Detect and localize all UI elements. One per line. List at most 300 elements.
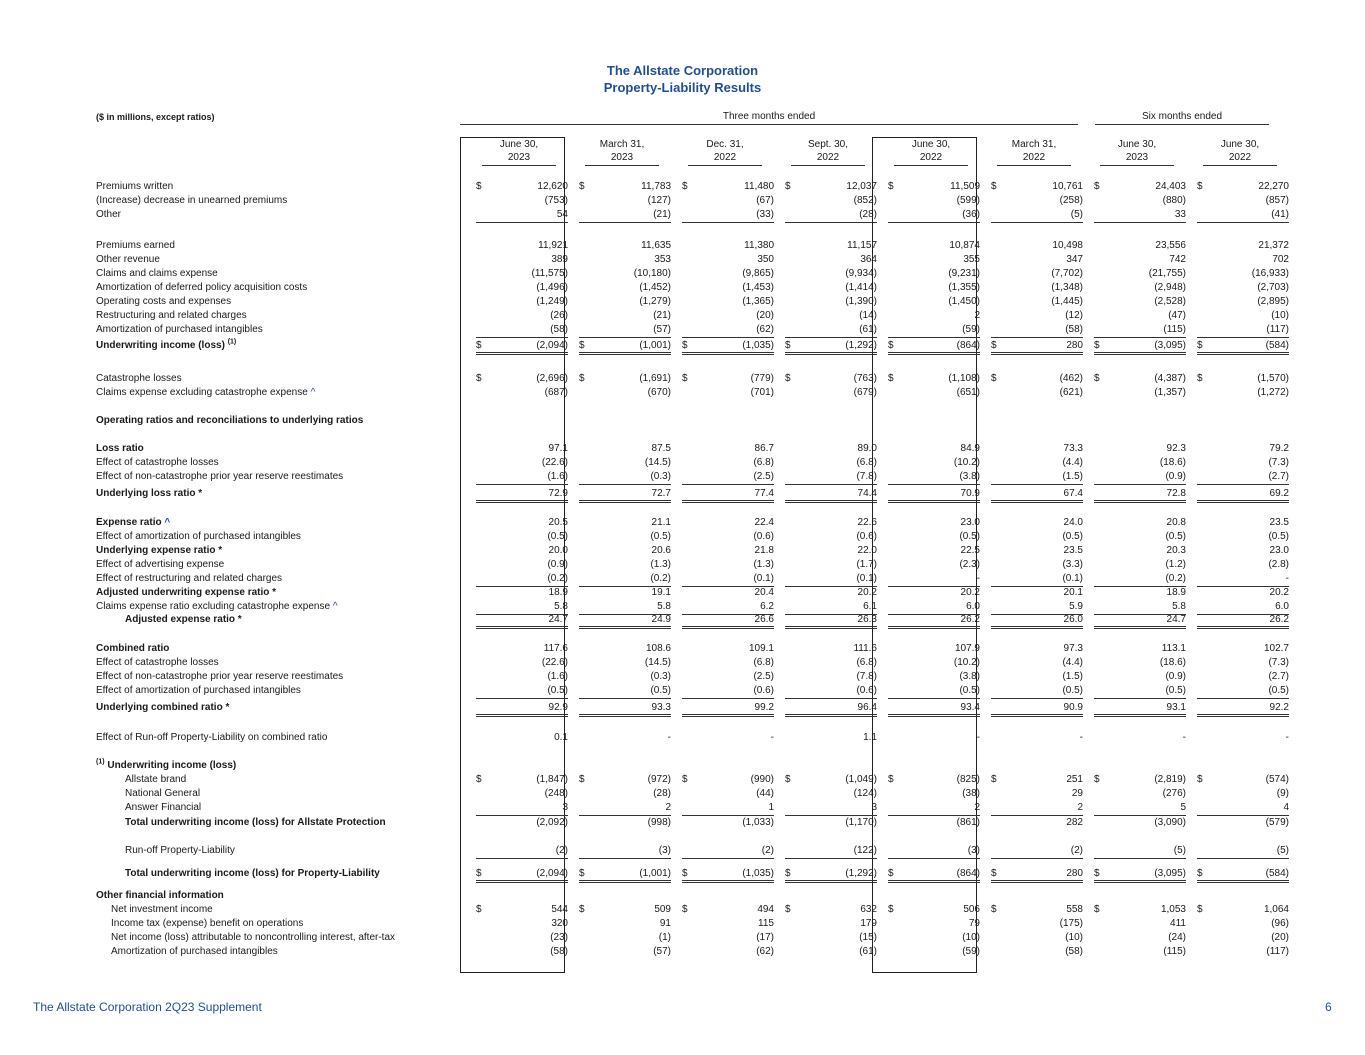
- table-row: [0, 517, 1365, 531]
- table-cell: [991, 340, 1083, 355]
- cell-value: 23.5: [1063, 545, 1083, 556]
- cell-value: (26): [550, 310, 568, 321]
- cell-value: (1.3): [753, 559, 774, 570]
- table-cell: [682, 181, 774, 194]
- cell-value: (0.9): [547, 559, 568, 570]
- table-cell: [888, 702, 980, 717]
- cell-value: (20): [1271, 932, 1289, 943]
- table-row: [0, 774, 1365, 788]
- cell-value: (62): [756, 324, 774, 335]
- cell-value: 10,874: [949, 240, 980, 251]
- cell-value: (574): [1265, 774, 1289, 785]
- table-cell: [476, 573, 568, 587]
- table-cell: [682, 904, 774, 917]
- cell-value: (117): [1266, 946, 1289, 957]
- cell-value: (124): [853, 788, 877, 799]
- table-cell: [785, 573, 877, 587]
- cell-value: (1,452): [639, 282, 671, 293]
- cell-value: 23.0: [1269, 545, 1289, 556]
- dollar-sign: $: [1094, 774, 1100, 785]
- cell-value: 10,761: [1052, 181, 1083, 192]
- table-cell: [888, 671, 980, 684]
- cell-value: 33: [1174, 209, 1186, 220]
- row-label-text: Adjusted underwriting expense ratio *: [96, 587, 277, 598]
- table-cell: [888, 774, 980, 787]
- cell-value: 107.9: [954, 643, 980, 654]
- row-label-text: Underlying expense ratio *: [96, 545, 223, 556]
- table-cell: [682, 817, 774, 830]
- table-cell: [476, 702, 568, 717]
- cell-value: (24): [1168, 932, 1186, 943]
- cell-value: (38): [962, 788, 980, 799]
- table-cell: [476, 932, 568, 945]
- table-cell: [1094, 732, 1186, 745]
- table-cell: [785, 904, 877, 917]
- cell-value: 93.3: [651, 702, 671, 713]
- table-cell: [579, 324, 671, 338]
- table-cell: [785, 387, 877, 400]
- cell-value: 26.3: [857, 614, 877, 625]
- cell-value: (9,865): [742, 268, 774, 279]
- column-header-year: 2022: [1022, 152, 1046, 163]
- row-label-text: Underlying combined ratio *: [96, 702, 230, 713]
- table-cell: [991, 732, 1083, 745]
- table-cell: [682, 657, 774, 670]
- table-cell: [1197, 946, 1289, 959]
- dollar-sign: $: [1197, 904, 1203, 915]
- table-cell: [579, 946, 671, 959]
- table-cell: [1094, 209, 1186, 223]
- cell-value: 102.7: [1263, 643, 1289, 654]
- cell-value: (0.5): [959, 531, 980, 542]
- cell-value: (1,035): [742, 340, 774, 351]
- cell-value: (2,094): [536, 868, 568, 879]
- table-cell: [785, 254, 877, 267]
- units-label: ($ in millions, except ratios): [96, 112, 215, 122]
- table-row: [0, 181, 1365, 195]
- table-cell: [888, 310, 980, 323]
- cell-value: (58): [550, 946, 568, 957]
- page-number: 6: [1325, 1000, 1332, 1014]
- table-cell: [579, 282, 671, 295]
- table-cell: [1197, 209, 1289, 223]
- row-label: [96, 760, 236, 771]
- dollar-sign: $: [1094, 904, 1100, 915]
- table-cell: [476, 531, 568, 544]
- cell-value: 12,037: [846, 181, 877, 192]
- table-row: [0, 282, 1365, 296]
- dollar-sign: $: [991, 904, 997, 915]
- cell-value: (1,292): [845, 868, 877, 879]
- cell-value: (864): [956, 868, 980, 879]
- cell-value: (2,819): [1154, 774, 1186, 785]
- table-cell: [888, 282, 980, 295]
- cell-value: (21): [653, 310, 671, 321]
- cell-value: (1,108): [948, 373, 980, 384]
- cell-value: (0.5): [650, 531, 671, 542]
- cell-value: (115): [1163, 946, 1186, 957]
- cell-value: -: [976, 732, 980, 743]
- cell-value: (621): [1059, 387, 1083, 398]
- table-cell: [888, 373, 980, 386]
- table-cell: [476, 488, 568, 503]
- cell-value: 11,509: [950, 181, 980, 192]
- dollar-sign: $: [888, 774, 894, 785]
- table-cell: [991, 845, 1083, 859]
- cell-value: 97.1: [548, 443, 568, 454]
- cell-value: (2,895): [1257, 296, 1289, 307]
- cell-value: (4.4): [1062, 457, 1083, 468]
- cell-value: -: [1079, 732, 1083, 743]
- column-header-year: 2022: [919, 152, 943, 163]
- table-cell: [1094, 702, 1186, 717]
- column-header-date: June 30,: [499, 139, 539, 150]
- row-label-text: Effect of advertising expense: [96, 559, 225, 570]
- row-label: [96, 324, 263, 335]
- cell-value: (1,049): [845, 774, 877, 785]
- cell-value: (14.5): [644, 657, 671, 668]
- row-label-text: Effect of catastrophe losses: [96, 657, 219, 668]
- dollar-sign: $: [785, 373, 791, 384]
- cell-value: 24.9: [651, 614, 671, 625]
- table-cell: [888, 587, 980, 600]
- cell-value: (59): [962, 946, 980, 957]
- table-cell: [785, 671, 877, 684]
- table-cell: [785, 868, 877, 883]
- table-row: [0, 415, 1365, 429]
- table-cell: [888, 209, 980, 223]
- cell-value: (2,703): [1257, 282, 1289, 293]
- cell-value: (33): [756, 209, 774, 220]
- cell-value: -: [770, 732, 774, 743]
- cell-value: (1,847): [536, 774, 568, 785]
- table-cell: [1094, 387, 1186, 400]
- table-cell: [991, 268, 1083, 281]
- table-cell: [1094, 443, 1186, 456]
- table-cell: [991, 209, 1083, 223]
- cell-value: (1.2): [1165, 559, 1186, 570]
- cell-value: (1,357): [1154, 387, 1186, 398]
- cell-value: 411: [1170, 918, 1186, 929]
- table-cell: [1197, 268, 1289, 281]
- table-cell: [785, 685, 877, 699]
- table-cell: [1094, 614, 1186, 629]
- cell-value: 2: [974, 802, 980, 813]
- table-cell: [1094, 240, 1186, 253]
- cell-value: 72.8: [1166, 488, 1186, 499]
- table-cell: [888, 904, 980, 917]
- table-cell: [682, 868, 774, 883]
- column-header-date: Dec. 31,: [706, 139, 744, 150]
- footnote-marker: (1): [96, 758, 105, 766]
- row-label: [96, 702, 229, 713]
- cell-value: (1.6): [547, 671, 568, 682]
- table-row: [0, 195, 1365, 209]
- table-cell: [476, 443, 568, 456]
- table-cell: [1094, 946, 1186, 959]
- row-label: [96, 657, 219, 668]
- table-cell: [1094, 545, 1186, 558]
- table-cell: [1197, 195, 1289, 208]
- table-cell: [991, 457, 1083, 470]
- row-label-text: Premiums written: [96, 181, 174, 192]
- table-cell: [579, 310, 671, 323]
- cell-value: (579): [1265, 817, 1289, 828]
- table-cell: [579, 340, 671, 355]
- cell-value: 87.5: [651, 443, 671, 454]
- cell-value: (11,575): [531, 268, 568, 279]
- table-cell: [682, 531, 774, 544]
- cell-value: 353: [654, 254, 671, 265]
- table-cell: [476, 373, 568, 386]
- dollar-sign: $: [991, 340, 997, 351]
- cell-value: (58): [550, 324, 568, 335]
- cell-value: 117.6: [543, 643, 568, 654]
- cell-value: (1,691): [639, 373, 671, 384]
- row-label: [96, 732, 327, 743]
- cell-value: (0.5): [959, 685, 980, 696]
- row-label-text: Loss ratio: [96, 443, 144, 454]
- row-label: [96, 559, 224, 570]
- row-label: [111, 946, 278, 957]
- table-cell: [476, 181, 568, 194]
- table-cell: [991, 282, 1083, 295]
- cell-value: 18.9: [548, 587, 568, 598]
- table-cell: [682, 671, 774, 684]
- row-label-text: Combined ratio: [96, 643, 170, 654]
- cell-value: 18.9: [1166, 587, 1186, 598]
- table-cell: [1094, 918, 1186, 931]
- row-label: [96, 282, 307, 293]
- cell-value: (67): [756, 195, 774, 206]
- table-cell: [476, 340, 568, 355]
- table-cell: [682, 587, 774, 600]
- cell-value: (3.8): [959, 671, 980, 682]
- row-label-text: Effect of Run-off Property-Liability on combined ratio: [96, 732, 328, 743]
- cell-value: (22.6): [541, 457, 568, 468]
- cell-value: (10): [1065, 932, 1083, 943]
- table-cell: [785, 282, 877, 295]
- row-label: [96, 587, 276, 598]
- cell-value: (753): [544, 195, 568, 206]
- cell-value: (7.8): [856, 471, 877, 482]
- cell-value: 84.9: [960, 443, 980, 454]
- cell-value: 347: [1066, 254, 1083, 265]
- row-label-text: Answer Financial: [125, 802, 202, 813]
- table-cell: [991, 573, 1083, 587]
- cell-value: 70.9: [960, 488, 980, 499]
- row-label: [96, 373, 182, 384]
- cell-value: (117): [1266, 324, 1289, 335]
- table-cell: [991, 702, 1083, 717]
- cell-value: (28): [653, 788, 671, 799]
- cell-value: (22.6): [541, 657, 568, 668]
- table-cell: [682, 209, 774, 223]
- table-cell: [1094, 517, 1186, 530]
- cell-value: 1,064: [1263, 904, 1289, 915]
- table-cell: [579, 517, 671, 530]
- row-label-text: National General: [125, 788, 201, 799]
- table-cell: [1197, 601, 1289, 615]
- table-cell: [1197, 282, 1289, 295]
- dollar-sign: $: [991, 774, 997, 785]
- row-label-text: Operating costs and expenses: [96, 296, 232, 307]
- table-row: [0, 788, 1365, 802]
- table-cell: [1094, 868, 1186, 883]
- dollar-sign: $: [785, 904, 791, 915]
- table-cell: [476, 517, 568, 530]
- cell-value: (2.3): [959, 559, 980, 570]
- cell-value: (3,095): [1154, 340, 1186, 351]
- cell-value: (3): [967, 845, 980, 856]
- dollar-sign: $: [1094, 181, 1100, 192]
- table-row: [0, 685, 1365, 699]
- cell-value: (175): [1059, 918, 1083, 929]
- caret-marker: ^: [310, 387, 316, 398]
- table-row: [0, 601, 1365, 615]
- table-cell: [1094, 488, 1186, 503]
- table-row: [0, 471, 1365, 485]
- table-cell: [682, 195, 774, 208]
- table-cell: [991, 601, 1083, 615]
- table-cell: [991, 802, 1083, 816]
- table-cell: [888, 657, 980, 670]
- table-cell: [682, 946, 774, 959]
- row-label: [96, 240, 175, 251]
- cell-value: (14): [859, 310, 877, 321]
- row-label: [96, 457, 219, 468]
- cell-value: 494: [757, 904, 774, 915]
- table-row: [0, 587, 1365, 601]
- cell-value: (1,170): [845, 817, 877, 828]
- table-cell: [1197, 181, 1289, 194]
- six-months-header: Six months ended: [1095, 111, 1269, 125]
- cell-value: 6.1: [863, 601, 877, 612]
- table-cell: [579, 702, 671, 717]
- table-cell: [476, 774, 568, 787]
- cell-value: 91: [659, 918, 671, 929]
- table-cell: [991, 545, 1083, 558]
- table-cell: [1197, 531, 1289, 544]
- table-cell: [991, 946, 1083, 959]
- cell-value: (880): [1162, 195, 1186, 206]
- cell-value: (10): [962, 932, 980, 943]
- cell-value: (4,387): [1154, 373, 1186, 384]
- cell-value: 544: [551, 904, 568, 915]
- table-cell: [1094, 788, 1186, 801]
- row-label: [96, 268, 218, 279]
- table-cell: [888, 488, 980, 503]
- table-cell: [682, 643, 774, 656]
- table-cell: [991, 918, 1083, 931]
- cell-value: (0.6): [856, 685, 877, 696]
- dollar-sign: $: [682, 340, 688, 351]
- cell-value: (1,001): [639, 340, 671, 351]
- cell-value: (61): [859, 324, 877, 335]
- table-cell: [991, 240, 1083, 253]
- cell-value: 558: [1066, 904, 1083, 915]
- column-header-date: June 30,: [911, 139, 951, 150]
- cell-value: 1.1: [863, 732, 877, 743]
- table-cell: [476, 845, 568, 859]
- table-row: [0, 802, 1365, 816]
- table-cell: [785, 802, 877, 816]
- table-cell: [476, 209, 568, 223]
- column-header-7: [1203, 138, 1277, 166]
- table-cell: [888, 181, 980, 194]
- table-cell: [1094, 904, 1186, 917]
- table-cell: [682, 488, 774, 503]
- table-cell: [579, 573, 671, 587]
- table-cell: [785, 340, 877, 355]
- cell-value: (998): [647, 817, 671, 828]
- table-cell: [1197, 918, 1289, 931]
- cell-value: (599): [956, 195, 980, 206]
- cell-value: (9,934): [845, 268, 877, 279]
- cell-value: (825): [956, 774, 980, 785]
- cell-value: (1,035): [742, 868, 774, 879]
- table-cell: [476, 802, 568, 816]
- table-cell: [579, 614, 671, 629]
- table-cell: [991, 614, 1083, 629]
- cell-value: (21,755): [1148, 268, 1186, 279]
- table-cell: [1197, 845, 1289, 859]
- cell-value: (1,453): [742, 282, 774, 293]
- cell-value: 22,270: [1258, 181, 1289, 192]
- table-cell: [991, 559, 1083, 572]
- cell-value: (0.6): [753, 531, 774, 542]
- cell-value: 24.7: [1166, 614, 1186, 625]
- cell-value: 92.9: [548, 702, 568, 713]
- cell-value: -: [667, 732, 671, 743]
- dollar-sign: $: [579, 774, 585, 785]
- cell-value: (1,001): [639, 868, 671, 879]
- column-header-year: 2023: [1125, 152, 1149, 163]
- table-cell: [579, 531, 671, 544]
- cell-value: (3.8): [959, 471, 980, 482]
- dollar-sign: $: [991, 181, 997, 192]
- cell-value: (0.2): [650, 573, 671, 584]
- dollar-sign: $: [579, 181, 585, 192]
- row-label: [125, 614, 242, 625]
- table-cell: [579, 732, 671, 745]
- cell-value: (0.3): [650, 671, 671, 682]
- cell-value: 109.1: [748, 643, 774, 654]
- column-header-year: 2022: [816, 152, 840, 163]
- cell-value: (701): [750, 387, 774, 398]
- table-cell: [888, 643, 980, 656]
- row-label: [125, 845, 235, 856]
- cell-value: (36): [962, 209, 980, 220]
- table-cell: [579, 685, 671, 699]
- caret-marker: ^: [332, 601, 338, 612]
- cell-value: (0.3): [650, 471, 671, 482]
- cell-value: 22.0: [857, 545, 877, 556]
- table-row: [0, 240, 1365, 254]
- dollar-sign: $: [1094, 868, 1100, 879]
- cell-value: (20): [756, 310, 774, 321]
- report-subtitle: Property-Liability Results: [603, 80, 762, 95]
- table-cell: [476, 559, 568, 572]
- column-header-4: [894, 138, 968, 166]
- table-cell: [991, 904, 1083, 917]
- column-header-0: [482, 138, 556, 166]
- dollar-sign: $: [476, 373, 482, 384]
- dollar-sign: $: [579, 904, 585, 915]
- cell-value: 179: [860, 918, 877, 929]
- table-cell: [1197, 387, 1289, 400]
- cell-value: (7,702): [1051, 268, 1083, 279]
